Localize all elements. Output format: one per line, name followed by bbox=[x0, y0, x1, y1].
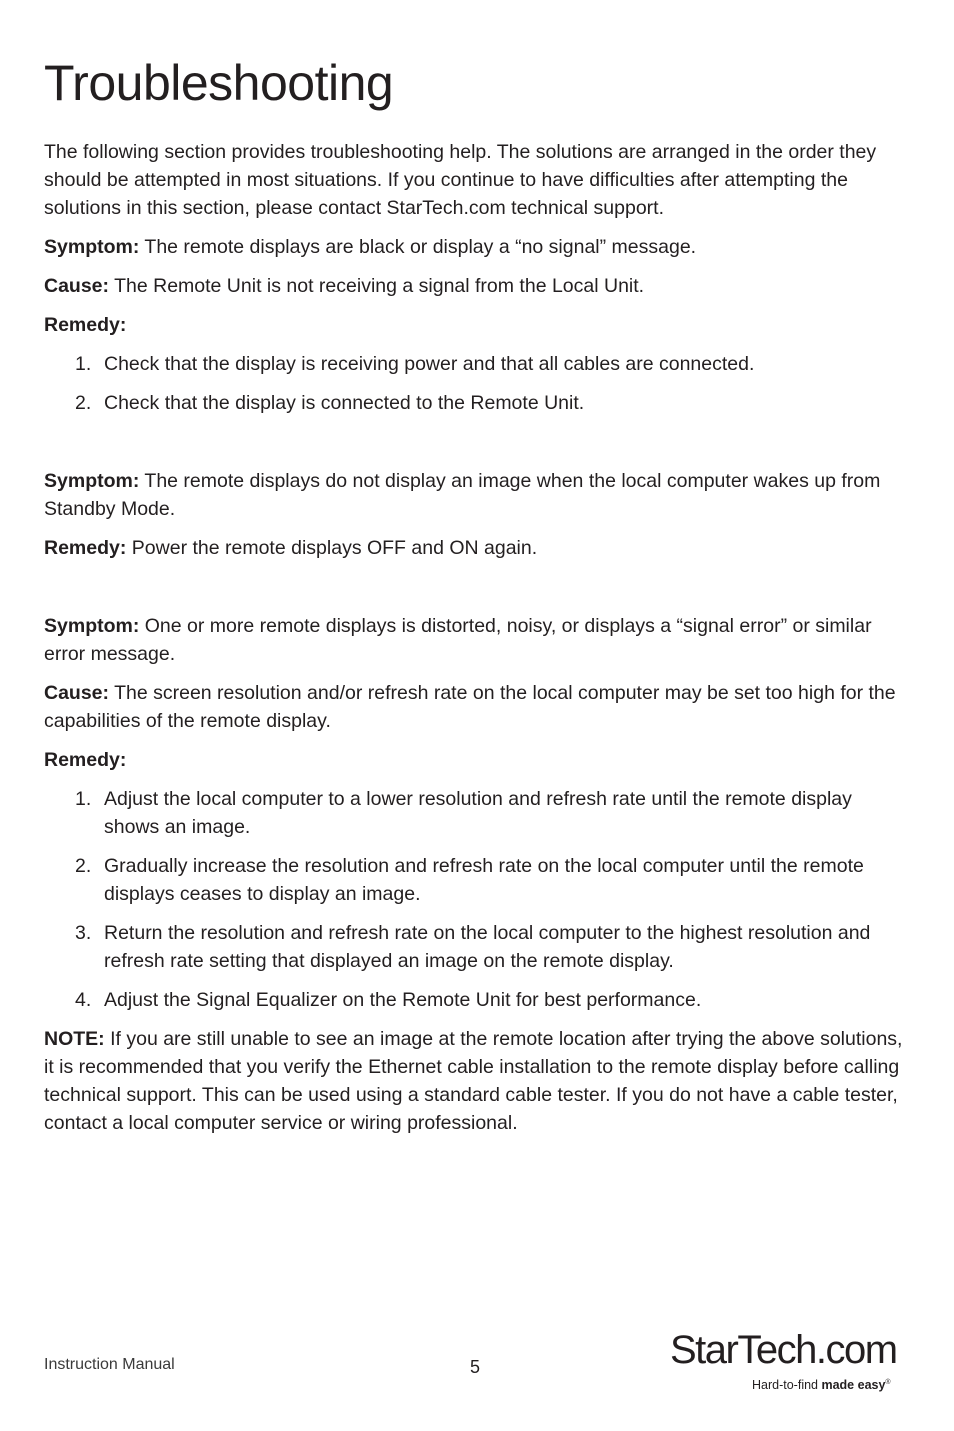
cause-text: The screen resolution and/or refresh rate on the local computer may be set too high for the capabilities of the remote display. bbox=[44, 682, 896, 732]
symptom-text: One or more remote displays is distorted, noisy, or displays a “signal error” or similar error message. bbox=[44, 615, 872, 665]
cause-label: Cause: bbox=[44, 682, 110, 704]
issue3-symptom bbox=[44, 612, 906, 668]
step-number: 4. bbox=[75, 989, 92, 1011]
cause-label: Cause: bbox=[44, 275, 110, 297]
issue3-cause bbox=[44, 679, 906, 735]
page-number: 5 bbox=[470, 1357, 481, 1377]
section-spacer bbox=[44, 428, 906, 467]
footer-manual-label: Instruction Manual bbox=[44, 1356, 175, 1373]
page-title: Troubleshooting bbox=[44, 55, 394, 111]
issue3-remedy-steps bbox=[44, 785, 906, 1014]
logo-wordmark bbox=[670, 1326, 897, 1374]
issue2-symptom bbox=[44, 467, 906, 523]
list-item bbox=[44, 785, 906, 841]
logo-dotcom: .com bbox=[815, 1328, 897, 1372]
step-number: 2. bbox=[75, 392, 92, 414]
list-item bbox=[44, 389, 906, 417]
issue1-remedy-steps bbox=[44, 350, 906, 417]
list-item bbox=[44, 350, 906, 378]
step-number: 1. bbox=[75, 788, 92, 810]
logo-main: StarTech bbox=[670, 1328, 816, 1372]
registered-mark: ® bbox=[885, 1378, 891, 1386]
step-text: Gradually increase the resolution and refresh rate on the local computer until the remote displays ceases to display an image. bbox=[104, 855, 864, 905]
startech-logo bbox=[670, 1326, 915, 1398]
symptom-label: Symptom: bbox=[44, 615, 140, 637]
remedy-text: Power the remote displays OFF and ON again. bbox=[126, 537, 538, 559]
section-spacer bbox=[44, 573, 906, 612]
note-label: NOTE: bbox=[44, 1028, 105, 1050]
list-item bbox=[44, 919, 906, 975]
symptom-label: Symptom: bbox=[44, 236, 140, 258]
issue2-remedy bbox=[44, 534, 906, 562]
issue1-symptom bbox=[44, 233, 906, 261]
remedy-label: Remedy: bbox=[44, 749, 127, 771]
remedy-label: Remedy: bbox=[44, 537, 127, 559]
logo-tagline bbox=[752, 1378, 891, 1392]
symptom-text: The remote displays do not display an image when the local computer wakes up from Standby Mode. bbox=[44, 470, 881, 520]
step-text: Return the resolution and refresh rate on the local computer to the highest resolution and refresh rate setting that displayed an image on the remote display. bbox=[104, 922, 871, 972]
step-text: Adjust the Signal Equalizer on the Remote Unit for best performance. bbox=[104, 989, 702, 1011]
step-number: 2. bbox=[75, 855, 92, 877]
step-text: Check that the display is connected to the Remote Unit. bbox=[104, 392, 585, 414]
step-text: Adjust the local computer to a lower resolution and refresh rate until the remote display shows an image. bbox=[104, 788, 852, 838]
document-body bbox=[44, 138, 906, 1148]
step-number: 1. bbox=[75, 353, 92, 375]
intro-paragraph: The following section provides troubleshooting help. The solutions are arranged in the order they should be attempted in most situations. If you continue to have difficulties after attempting the solutions in this section, please contact StarTech.com technical support. bbox=[44, 141, 877, 219]
list-item bbox=[44, 852, 906, 908]
remedy-label: Remedy: bbox=[44, 314, 127, 336]
note-paragraph bbox=[44, 1025, 906, 1137]
step-text: Check that the display is receiving power and that all cables are connected. bbox=[104, 353, 755, 375]
step-number: 3. bbox=[75, 922, 92, 944]
issue1-remedy bbox=[44, 311, 906, 339]
tagline-normal: Hard-to-find bbox=[752, 1378, 822, 1392]
issue1-cause bbox=[44, 272, 906, 300]
symptom-text: The remote displays are black or display a “no signal” message. bbox=[139, 236, 697, 258]
issue3-remedy bbox=[44, 746, 906, 774]
symptom-label: Symptom: bbox=[44, 470, 140, 492]
list-item bbox=[44, 986, 906, 1014]
note-text: If you are still unable to see an image at the remote location after trying the above solutions, it is recommended that you verify the Ethernet cable installation to the remote display before calling technical support. This can be used using a standard cable tester. If you do not have a cable tester, contact a local computer service or wiring professional. bbox=[44, 1028, 903, 1134]
tagline-bold: made easy bbox=[821, 1378, 886, 1392]
cause-text: The Remote Unit is not receiving a signal from the Local Unit. bbox=[109, 275, 645, 297]
